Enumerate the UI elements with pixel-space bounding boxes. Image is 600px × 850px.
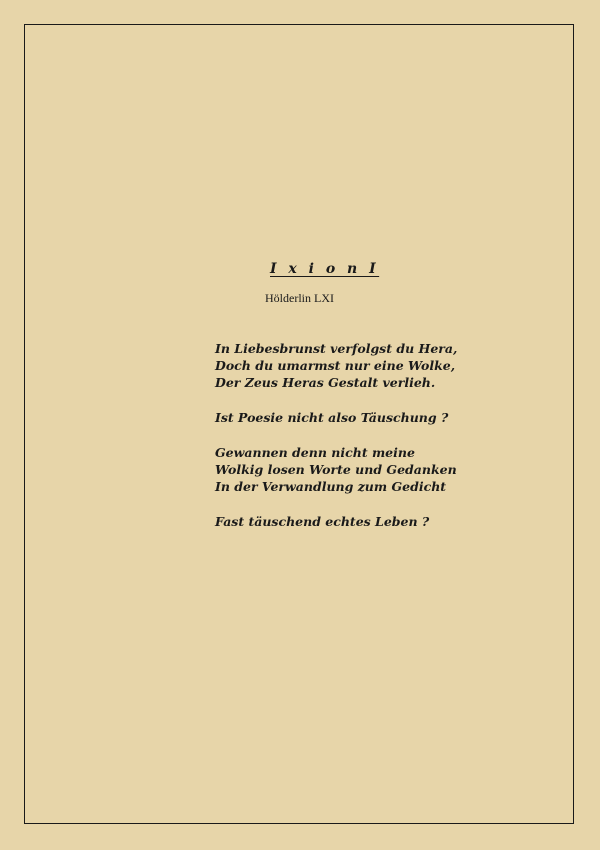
poem-line: Ist Poesie nicht also Täuschung ? xyxy=(215,410,449,425)
poem-line: Gewannen denn nicht meine xyxy=(215,445,415,460)
poem-title: I x i o n I xyxy=(270,261,380,277)
poem-line: Fast täuschend echtes Leben ? xyxy=(215,514,430,529)
poem-line: Doch du umarmst nur eine Wolke, xyxy=(215,358,456,373)
poem-line: In der Verwandlung zum Gedicht xyxy=(215,479,447,494)
poem-line: Der Zeus Heras Gestalt verlieh. xyxy=(215,375,436,390)
stanza xyxy=(215,444,457,495)
stanza xyxy=(215,513,457,530)
poem-line: In Liebesbrunst verfolgst du Hera, xyxy=(215,341,458,356)
stanza xyxy=(215,409,457,426)
poem-body xyxy=(215,340,457,548)
poem-line: Wolkig losen Worte und Gedanken xyxy=(215,462,457,477)
stanza xyxy=(215,340,457,391)
poem-subtitle: Hölderlin LXI xyxy=(265,291,334,305)
